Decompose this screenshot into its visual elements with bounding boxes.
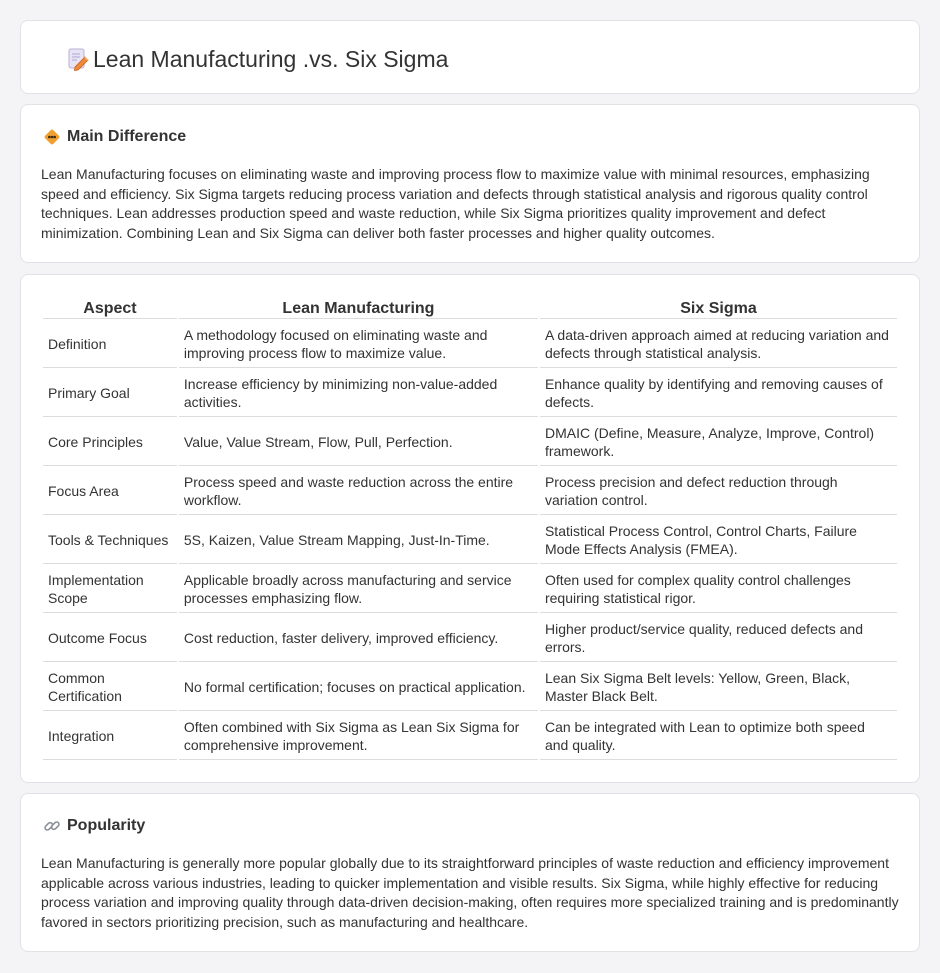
aspect-cell: Outcome Focus: [43, 615, 177, 662]
comparison-card: [20, 274, 920, 783]
table-row: [43, 370, 897, 417]
six-sigma-cell: Statistical Process Control, Control Charts, Failure Mode Effects Analysis (FMEA).: [540, 517, 897, 564]
page-title: Lean Manufacturing .vs. Six Sigma: [93, 46, 449, 72]
table-row: [43, 615, 897, 662]
table-row: [43, 321, 897, 368]
table-row: [43, 419, 897, 466]
six-sigma-cell: Enhance quality by identifying and removing causes of defects.: [540, 370, 897, 417]
six-sigma-cell: Often used for complex quality control challenges requiring statistical rigor.: [540, 566, 897, 613]
main-difference-heading: [43, 127, 186, 147]
six-sigma-cell: A data-driven approach aimed at reducing variation and defects through statistical analysis.: [540, 321, 897, 368]
lean-cell: 5S, Kaizen, Value Stream Mapping, Just-In-Time.: [179, 517, 538, 564]
lean-cell: No formal certification; focuses on practical application.: [179, 664, 538, 711]
lean-cell: Value, Value Stream, Flow, Pull, Perfection.: [179, 419, 538, 466]
popularity-heading: [43, 816, 145, 836]
aspect-cell: Tools & Techniques: [43, 517, 177, 564]
title-card: [20, 20, 920, 94]
popularity-title: Popularity: [67, 817, 146, 834]
table-row: [43, 713, 897, 760]
lean-cell: Cost reduction, faster delivery, improved efficiency.: [179, 615, 538, 662]
main-difference-card: [20, 104, 920, 263]
table-row: [43, 664, 897, 711]
aspect-cell: Core Principles: [43, 419, 177, 466]
aspect-cell: Primary Goal: [43, 370, 177, 417]
aspect-cell: Common Certification: [43, 664, 177, 711]
table-row: [43, 468, 897, 515]
table-header-row: [43, 297, 897, 319]
header-six-sigma: Six Sigma: [540, 297, 897, 319]
six-sigma-cell: DMAIC (Define, Measure, Analyze, Improve, Control) framework.: [540, 419, 897, 466]
six-sigma-cell: Can be integrated with Lean to optimize both speed and quality.: [540, 713, 897, 760]
main-difference-title: Main Difference: [67, 128, 187, 145]
six-sigma-cell: Process precision and defect reduction through variation control.: [540, 468, 897, 515]
popularity-text: Lean Manufacturing is generally more popular globally due to its straightforward principles of waste reduction and efficiency improvement applicable across various industries, leading to quicker implementation and visible results. Six Sigma, while highly effective for reducing process variation and improving quality through data-driven decision-making, often requires more specialized training and is predominantly favored in sectors prioritizing precision, such as manufacturing and healthcare.: [41, 855, 899, 930]
document-pencil-icon: [65, 46, 91, 72]
header-aspect: Aspect: [43, 297, 177, 319]
warning-diamond-icon: [43, 128, 61, 146]
aspect-cell: Implementation Scope: [43, 566, 177, 613]
aspect-cell: Integration: [43, 713, 177, 760]
link-icon: [43, 817, 61, 835]
aspect-cell: Definition: [43, 321, 177, 368]
six-sigma-cell: Lean Six Sigma Belt levels: Yellow, Green, Black, Master Black Belt.: [540, 664, 897, 711]
lean-cell: Process speed and waste reduction across the entire workflow.: [179, 468, 538, 515]
lean-cell: A methodology focused on eliminating waste and improving process flow to maximize value.: [179, 321, 538, 368]
table-row: [43, 566, 897, 613]
lean-cell: Often combined with Six Sigma as Lean Six Sigma for comprehensive improvement.: [179, 713, 538, 760]
aspect-cell: Focus Area: [43, 468, 177, 515]
header-lean: Lean Manufacturing: [179, 297, 538, 319]
popularity-card: [20, 793, 920, 952]
comparison-table: [41, 295, 899, 762]
main-difference-text: Lean Manufacturing focuses on eliminating waste and improving process flow to maximize value with minimal resources, emphasizing speed and efficiency. Six Sigma targets reducing process variation and defects through statistical analysis and rigorous quality control techniques. Lean addresses production speed and waste reduction, while Six Sigma prioritizes quality improvement and defect minimization. Combining Lean and Six Sigma can deliver both faster processes and higher quality outcomes.: [41, 166, 870, 241]
six-sigma-cell: Higher product/service quality, reduced defects and errors.: [540, 615, 897, 662]
lean-cell: Increase efficiency by minimizing non-value-added activities.: [179, 370, 538, 417]
table-row: [43, 517, 897, 564]
lean-cell: Applicable broadly across manufacturing and service processes emphasizing flow.: [179, 566, 538, 613]
